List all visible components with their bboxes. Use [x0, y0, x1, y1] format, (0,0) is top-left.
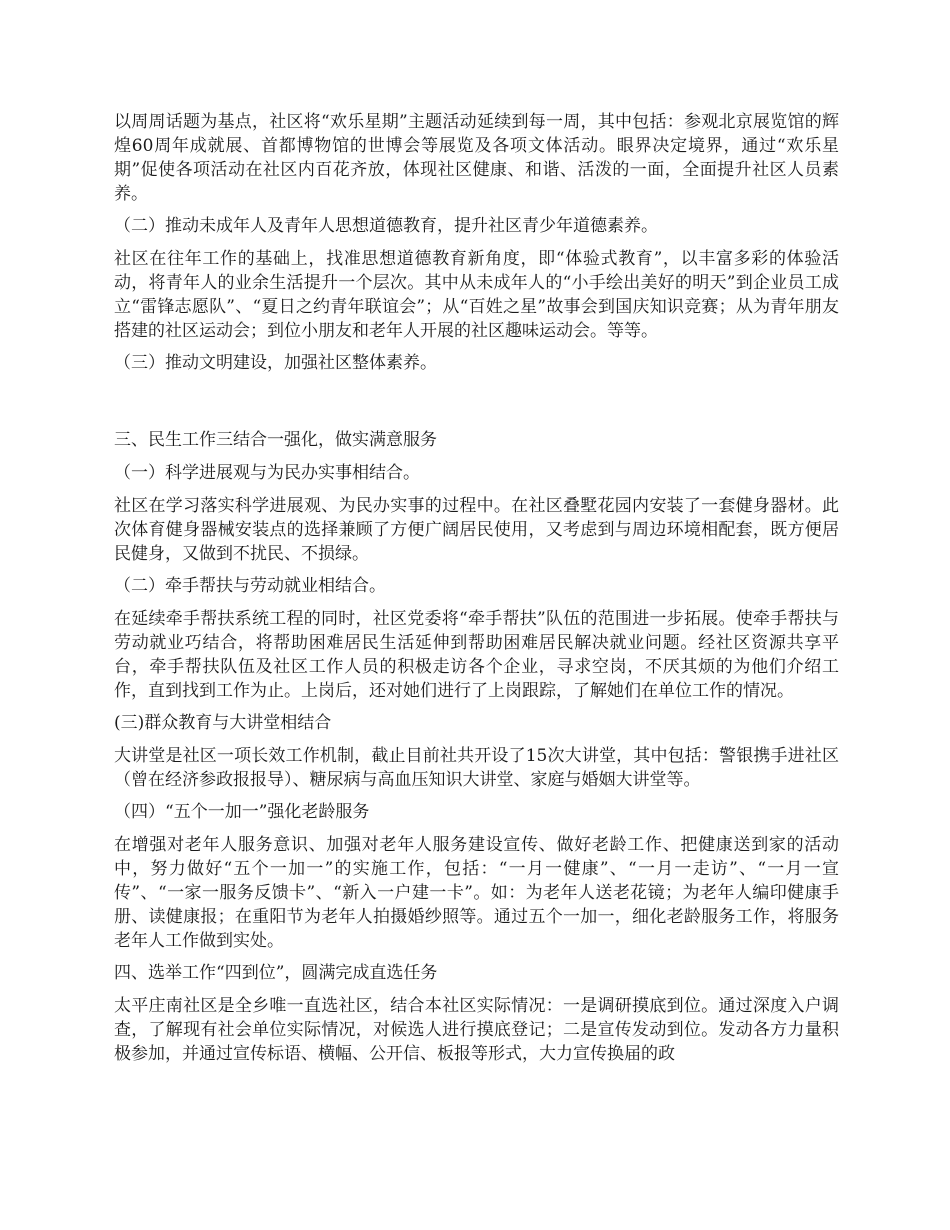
section-heading: （二）牵手帮扶与劳动就业相结合。: [114, 576, 386, 596]
body-paragraph: 社区在学习落实科学进展观、为民办实事的过程中。在社区叠墅花园内安装了一套健身器材。此次体育健身器械安装点的选择兼顾了方便广阔居民使用，又考虑到与周边环境相配套，既方便居民健身，又做到不扰民、不损绿。: [114, 496, 839, 564]
section-heading: （一）科学进展观与为民办实事相结合。: [114, 463, 420, 483]
body-paragraph: 以周周话题为基点，社区将“欢乐星期”主题活动延续到每一周，其中包括：参观北京展览馆的辉煌60周年成就展、首都博物馆的世博会等展览及各项文体活动。眼界决定境界，通过“欢乐星期”促使各项活动在社区内百花齐放，体现社区健康、和谐、活泼的一面，全面提升社区人员素养。: [114, 112, 839, 204]
body-paragraph: 太平庄南社区是全乡唯一直选社区，结合本社区实际情况：一是调研摸底到位。通过深度入户调查，了解现有社会单位实际情况，对候选人进行摸底登记；二是宣传发动到位。发动各方力量积极参加，并通过宣传标语、横幅、公开信、板报等形式，大力宣传换届的政: [114, 996, 839, 1064]
document-page: [114, 110, 839, 1074]
section-heading: （四）“五个一加一”强化老龄服务: [114, 802, 370, 822]
section-heading: （三）推动文明建设，加强社区整体素养。: [114, 353, 437, 373]
section-heading: （二）推动未成年人及青年人思想道德教育，提升社区青少年道德素养。: [114, 216, 658, 236]
body-paragraph: 在延续牵手帮扶系统工程的同时，社区党委将“牵手帮扶”队伍的范围进一步拓展。使牵手帮扶与劳动就业巧结合，将帮助困难居民生活延伸到帮助困难居民解决就业问题。经社区资源共享平台，牵手帮扶队伍及社区工作人员的积极走访各个企业，寻求空岗，不厌其烦的为他们介绍工作，直到找到工作为止。上岗后，还对她们进行了上岗跟踪，了解她们在单位工作的情况。: [114, 609, 839, 701]
body-paragraph: 大讲堂是社区一项长效工作机制，截止目前社共开设了15次大讲堂，其中包括：警银携手进社区（曾在经济参政报报导）、糖尿病与高血压知识大讲堂、家庭与婚姻大讲堂等。: [114, 746, 839, 790]
body-paragraph: 社区在往年工作的基础上，找准思想道德教育新角度，即“体验式教育”，以丰富多彩的体验活动，将青年人的业余生活提升一个层次。其中从未成年人的“小手绘出美好的明天”到企业员工成立“雷锋志愿队”、“夏日之约青年联谊会”；从“百姓之星”故事会到国庆知识竞赛；从为青年朋友搭建的社区运动会；到位小朋友和老年人开展的社区趣味运动会。等等。: [114, 249, 839, 341]
chapter-heading: 四、选举工作“四到位”，圆满完成直选任务: [114, 963, 438, 983]
section-heading: (三)群众教育与大讲堂相结合: [114, 713, 332, 733]
body-paragraph: 在增强对老年人服务意识、加强对老年人服务建设宣传、做好老龄工作、把健康送到家的活动中，努力做好“五个一加一”的实施工作，包括：“一月一健康”、“一月一走访”、“一月一宣传”、“一家一服务反馈卡”、“新入一户建一卡”。如：为老年人送老花镜；为老年人编印健康手册、读健康报；在重阳节为老年人拍摄婚纱照等。通过五个一加一，细化老龄服务工作，将服务老年人工作做到实处。: [114, 835, 839, 951]
blank-spacer: [114, 384, 839, 428]
chapter-heading: 三、民生工作三结合一强化，做实满意服务: [114, 430, 437, 450]
